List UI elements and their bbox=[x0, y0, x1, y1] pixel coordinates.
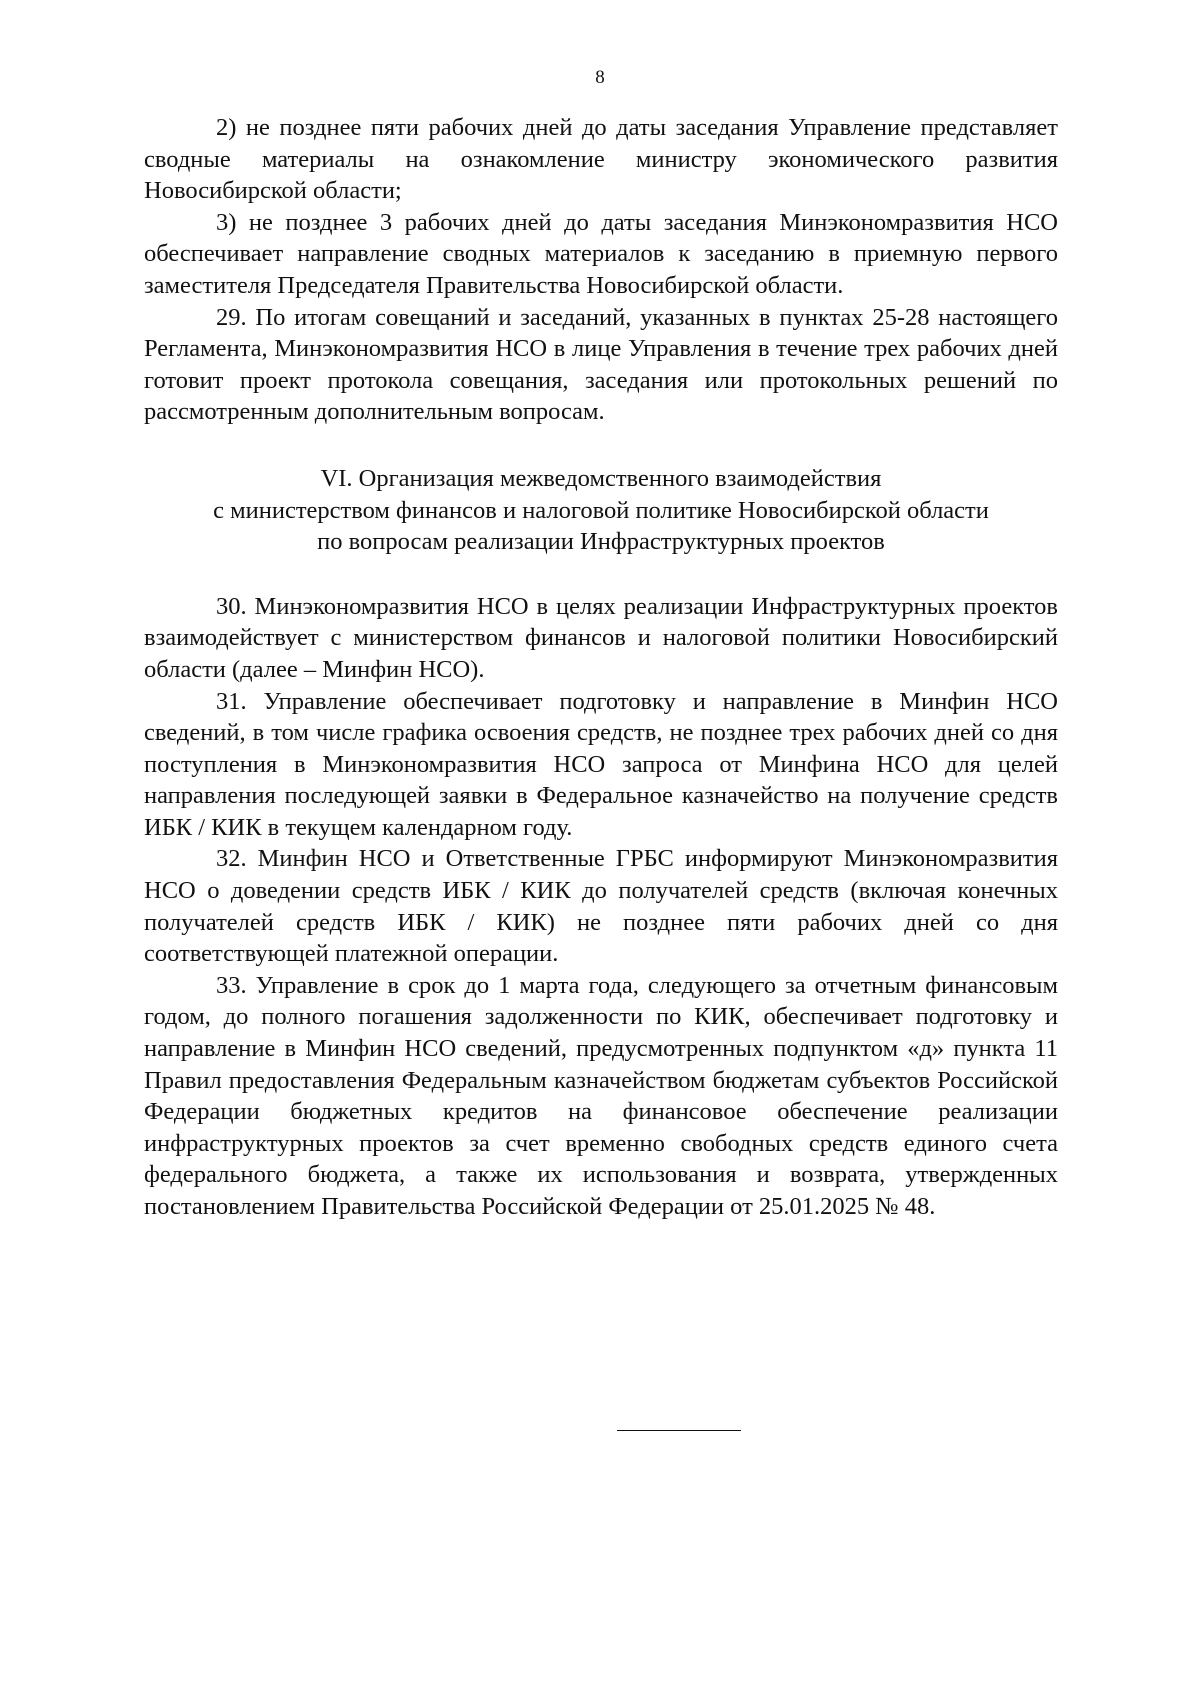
end-of-document-rule bbox=[617, 1430, 741, 1431]
section-heading-line-2: с министерством финансов и налоговой политике Новосибирской области bbox=[213, 496, 989, 524]
paragraph-item-3: 3) не позднее 3 рабочих дней до даты заседания Минэкономразвития НСО обеспечивает направление сводных материалов к заседанию в приемную первого заместителя Председателя Правительства Новосибирской области. bbox=[144, 208, 1058, 299]
section-heading-line-3: по вопросам реализации Инфраструктурных проектов bbox=[317, 528, 885, 556]
document-body bbox=[144, 112, 1058, 1223]
paragraph-33: 33. Управление в срок до 1 марта года, следующего за отчетным финансовым годом, до полного погашения задолженности по КИК, обеспечивает подготовку и направление в Минфин НСО сведений, предусмотренных подпунктом «д» пункта 11 Правил предоставления Федеральным казначейством бюджетам субъектов Российской Федерации бюджетных кредитов на финансовое обеспечение реализации инфраструктурных проектов за счет временно свободных средств единого счета федерального бюджета, а также их использования и возврата, утвержденных постановлением Правительства Российской Федерации от 25.01.2025 № 48. bbox=[144, 971, 1058, 1220]
section-heading bbox=[144, 463, 1058, 558]
paragraph-32: 32. Минфин НСО и Ответственные ГРБС информируют Минэкономразвития НСО о доведении средств ИБК / КИК до получателей средств (включая конечных получателей средств ИБК / КИК) не позднее пяти рабочих дней со дня соответствующей платежной операции. bbox=[144, 845, 1058, 968]
paragraph-29: 29. По итогам совещаний и заседаний, указанных в пунктах 25-28 настоящего Регламента, Минэкономразвития НСО в лице Управления в течение трех рабочих дней готовит проект протокола совещания, заседания или протокольных решений по рассмотренным дополнительным вопросам. bbox=[144, 303, 1058, 426]
section-heading-line-1: VI. Организация межведомственного взаимодействия bbox=[320, 464, 882, 492]
paragraph-30: 30. Минэкономразвития НСО в целях реализации Инфраструктурных проектов взаимодействует с министерством финансов и налоговой политики Новосибирский области (далее – Минфин НСО). bbox=[144, 592, 1058, 683]
page-number: 8 bbox=[595, 67, 605, 88]
paragraph-item-2: 2) не позднее пяти рабочих дней до даты заседания Управление представляет сводные материалы на ознакомление министру экономического развития Новосибирской области; bbox=[144, 114, 1058, 205]
paragraph-31: 31. Управление обеспечивает подготовку и направление в Минфин НСО сведений, в том числе графика освоения средств, не позднее трех рабочих дней со дня поступления в Минэкономразвития НСО запроса от Минфина НСО для целей направления последующей заявки в Федеральное казначейство на получение средств ИБК / КИК в текущем календарном году. bbox=[144, 687, 1058, 841]
